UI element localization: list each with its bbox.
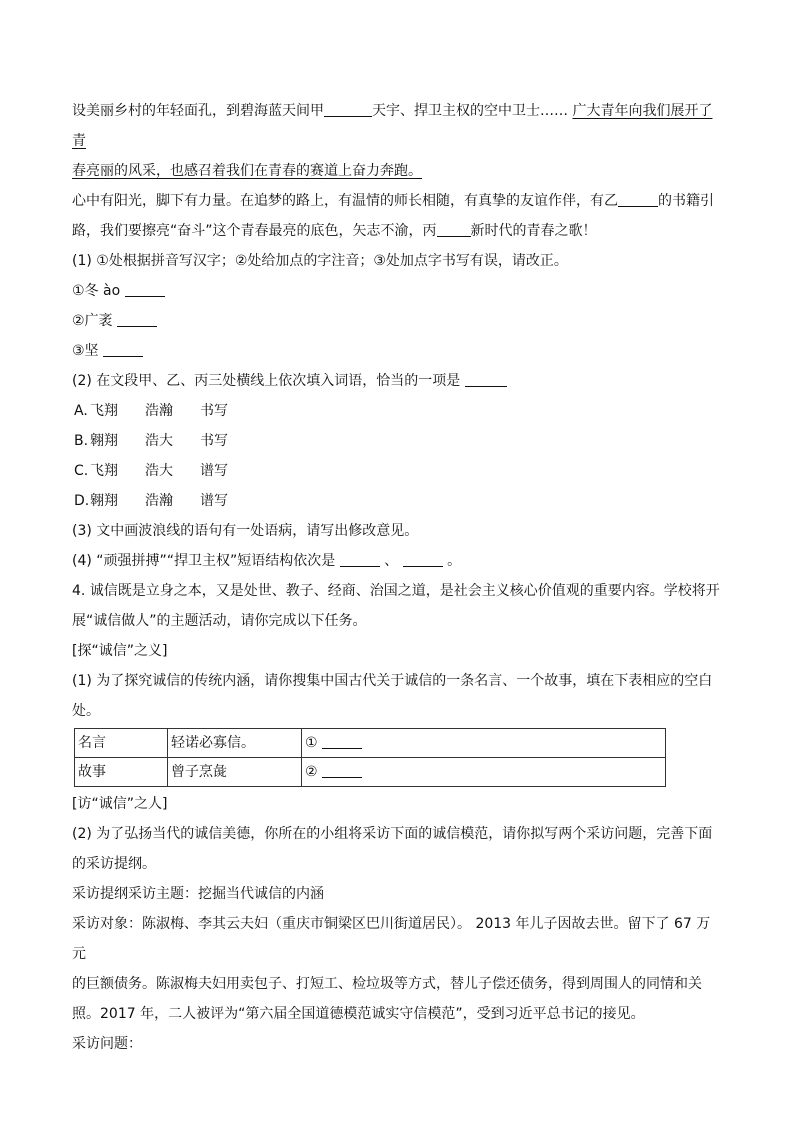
- choice-option: B. 翱翔 浩大 书写: [74, 433, 228, 449]
- answer-line: ②广袤: [72, 306, 724, 336]
- answer-blank: [322, 734, 362, 749]
- answer-table: [74, 728, 666, 787]
- choice-option: A. 飞翔 浩瀚 书写: [74, 403, 228, 419]
- item-intro: 展“诚信做人”的主题活动，请你完成以下任务。: [72, 613, 367, 629]
- question-prompt: (1) 为了探究诚信的传统内涵，请你搜集中国古代关于诚信的一条名言、一个故事，填在下表相应的空白: [72, 673, 713, 689]
- table-cell: ①: [302, 729, 666, 758]
- question-prompt: (3) 文中画波浪线的语句有一处语病，请写出修改意见。: [72, 523, 419, 539]
- table-cell: 曾子烹彘: [168, 758, 302, 787]
- section-heading: [探“诚信”之义]: [72, 643, 168, 659]
- answer-line: ①冬 ào: [72, 276, 724, 306]
- answer-line: ③坚: [72, 336, 724, 366]
- table-cell: 轻诺必寡信。: [168, 729, 302, 758]
- interview-object-text: 的巨额债务。陈淑梅夫妇用卖包子、打短工、检垃圾等方式，替儿子偿还债务，得到周围人的同情和关: [72, 976, 702, 992]
- answer-blank: [403, 552, 443, 567]
- outline-title: 采访提纲采访主题：挖掘当代诚信的内涵: [72, 886, 324, 902]
- question-prompt: 处。: [72, 703, 100, 719]
- item-intro: 4. 诚信既是立身之本，又是处世、教子、经商、治国之道，是社会主义核心价值观的重要内容。学校将开: [72, 583, 720, 599]
- section-heading: [访“诚信”之人]: [72, 796, 168, 812]
- passage-line: [72, 156, 724, 186]
- choice-option: D.翱翔 浩瀚 谱写: [74, 493, 228, 509]
- interview-object-text: 采访对象：陈淑梅、李其云夫妇（重庆市铜梁区巴川街道居民）。 2013 年儿子因故去世。留下了 67 万元: [72, 916, 711, 962]
- table-row: [75, 729, 666, 758]
- wavy-underlined-sentence: 广大青年向我们展开了青: [72, 103, 713, 149]
- table-cell: 名言: [75, 729, 168, 758]
- question-prompt: (4) “顽强拼搏”“捍卫主权”短语结构依次是 、 。: [72, 553, 462, 569]
- blank-jia: [324, 102, 372, 117]
- table-row: [75, 758, 666, 787]
- answer-blank: [465, 372, 507, 387]
- passage-line: 心中有阳光，脚下有力量。在追梦的路上，有温情的师长相随，有真挚的友谊作伴，有乙 的书籍引: [72, 193, 714, 209]
- answer-blank: [322, 763, 362, 778]
- question-prompt: (2) 为了弘扬当代的诚信美德，你所在的小组将采访下面的诚信模范，请你拟写两个采访问题，完善下面: [72, 826, 713, 842]
- table-cell: ②: [302, 758, 666, 787]
- passage-line: 设美丽乡村的年轻面孔，到碧海蓝天间甲 天宇、捍卫主权的空中卫士…… 广大青年向我们展开了青: [72, 103, 713, 149]
- wavy-underlined-sentence: 春亮丽的风采，也感召着我们在青春的赛道上奋力奔跑。: [72, 163, 422, 179]
- question-prompt: (1) ①处根据拼音写汉字；②处给加点的字注音；③处加点字书写有误，请改正。: [72, 253, 568, 269]
- interview-object-text: 照。2017 年，二人被评为“第六届全国道德模范诚实守信模范”，受到习近平总书记的接见。: [72, 1006, 645, 1022]
- table-cell: 故事: [75, 758, 168, 787]
- answer-blank: [103, 342, 143, 357]
- question-prompt: (2) 在文段甲、乙、丙三处横线上依次填入词语，恰当的一项是: [72, 366, 724, 396]
- blank-bing: [437, 222, 471, 237]
- blank-yi: [618, 192, 658, 207]
- choice-option: C. 飞翔 浩大 谱写: [74, 463, 228, 479]
- document-page: [72, 96, 724, 1059]
- answer-blank: [117, 312, 157, 327]
- interview-questions-label: 采访问题：: [72, 1036, 142, 1052]
- answer-blank: [340, 552, 380, 567]
- passage-line: 路，我们要擦亮“奋斗”这个青春最亮的底色，矢志不渝，丙 新时代的青春之歌！: [72, 223, 597, 239]
- answer-blank: [125, 282, 165, 297]
- question-prompt: 的采访提纲。: [72, 856, 156, 872]
